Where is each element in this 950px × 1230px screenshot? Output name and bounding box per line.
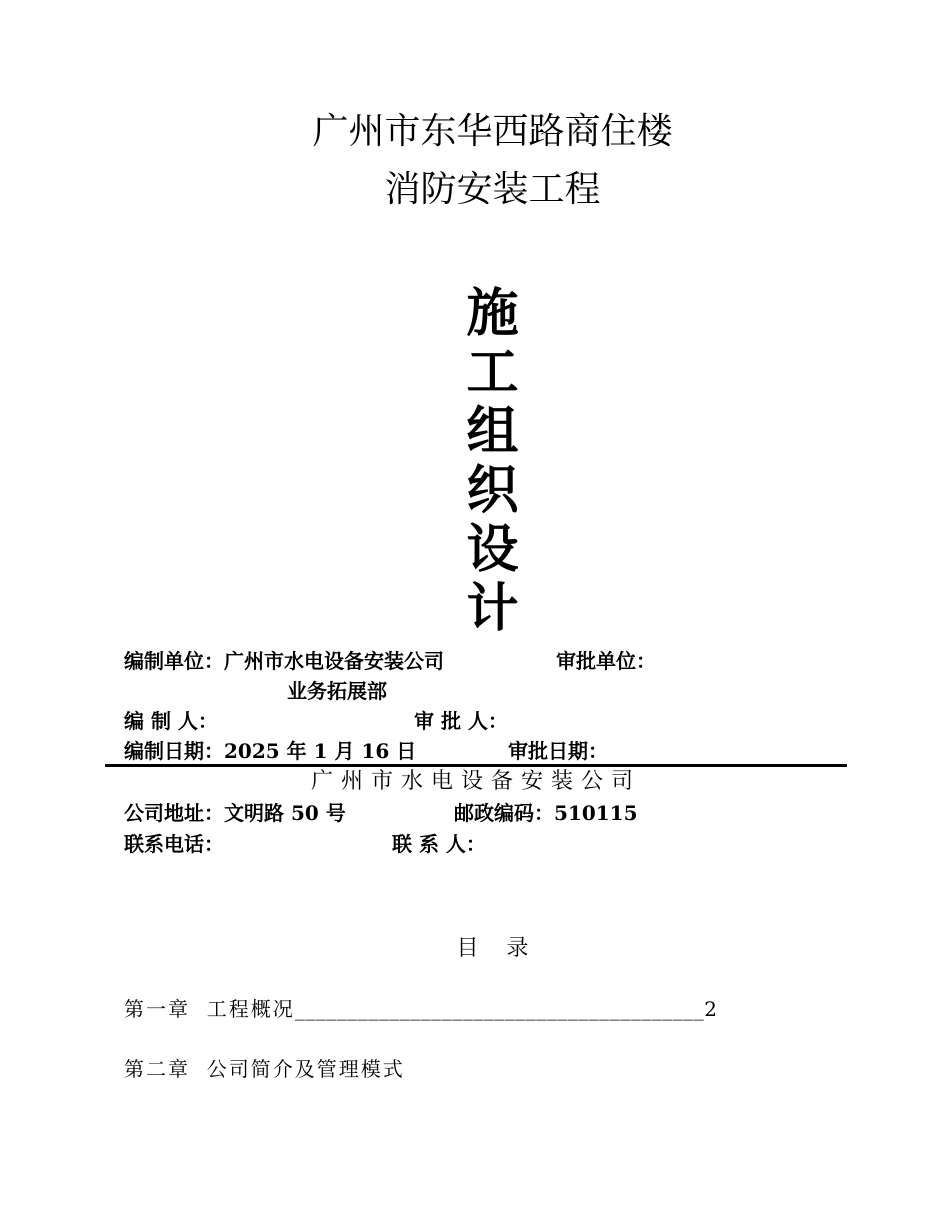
doc-type-char-1: 施 — [466, 283, 519, 344]
compile-date-label: 编制日期： — [124, 739, 224, 763]
doc-type-char-4: 织 — [466, 460, 519, 521]
toc-entry-label: 第二章 公司简介及管理模式 — [124, 1057, 405, 1081]
address-value: 文明路 50 号 — [224, 801, 346, 825]
doc-type-char-6: 计 — [466, 578, 519, 639]
toc-entry[interactable] — [124, 1056, 405, 1082]
contact-label: 联 系 人： — [392, 832, 486, 856]
compile-unit-value: 广州市水电设备安装公司 — [224, 649, 444, 673]
title-line-1: 广州市东华西路商住楼 — [312, 111, 673, 152]
compile-date-value: 2025 年 1 月 16 日 — [224, 739, 417, 763]
compile-unit — [124, 648, 444, 674]
approve-date-label: 审批日期： — [508, 739, 608, 763]
doc-type-char-3: 组 — [466, 401, 519, 462]
compiler-label: 编 制 人： — [124, 709, 218, 733]
postcode-value: 510115 — [554, 801, 638, 825]
postcode-label: 邮政编码： — [454, 801, 554, 825]
title-line-2: 消防安装工程 — [384, 169, 601, 210]
toc-title: 目 录 — [456, 936, 529, 961]
company-address — [124, 800, 346, 826]
postcode — [454, 800, 638, 826]
toc-entry-label: 第一章 工程概况 — [124, 997, 295, 1021]
toc-entry[interactable] — [124, 996, 719, 1022]
toc-entry-page: 2 — [704, 997, 719, 1021]
compile-date — [124, 738, 416, 764]
approver-label: 审 批 人： — [414, 709, 508, 733]
approve-unit-label: 审批单位： — [556, 649, 656, 673]
phone-label: 联系电话： — [124, 832, 224, 856]
doc-type-char-2: 工 — [466, 342, 519, 403]
company-name: 广州市水电设备安装公司 — [310, 769, 641, 794]
divider-rule — [105, 764, 847, 767]
doc-type-char-5: 设 — [466, 519, 519, 580]
toc-entry-leader: _______________________________________ — [294, 997, 705, 1021]
compile-unit-label: 编制单位： — [124, 649, 224, 673]
address-label: 公司地址： — [124, 801, 224, 825]
department: 业务拓展部 — [287, 679, 387, 703]
